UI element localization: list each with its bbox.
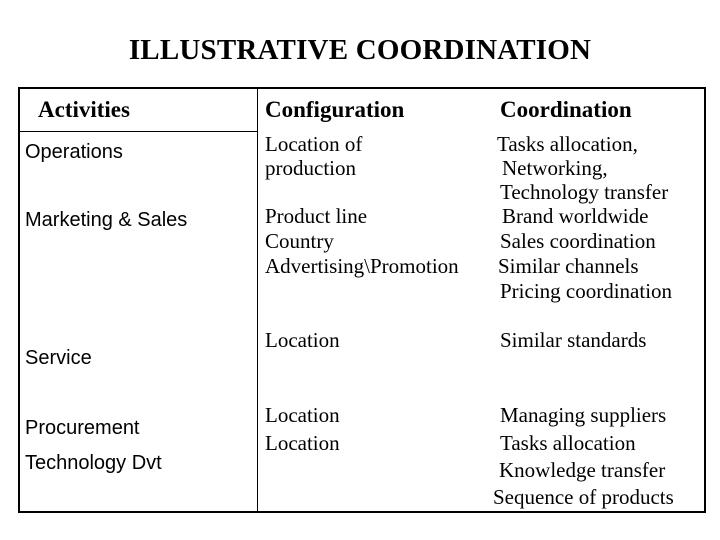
coordination-line: Pricing coordination — [500, 279, 673, 303]
header-divider — [18, 131, 258, 132]
coordination-line: Knowledge transfer — [499, 458, 666, 482]
coordination-line: Managing suppliers — [500, 403, 667, 427]
configuration-line: Location of — [265, 132, 363, 156]
activity-service: Service — [25, 347, 92, 369]
activity-operations: Operations — [25, 141, 123, 163]
header-configuration: Configuration — [265, 97, 405, 122]
configuration-line: Advertising\Promotion — [265, 254, 459, 278]
coordination-line: Tasks allocation — [500, 431, 636, 455]
configuration-line: Location — [265, 431, 340, 455]
header-coordination: Coordination — [500, 97, 632, 122]
coordination-line: Technology transfer — [500, 180, 669, 204]
coordination-line: Similar channels — [498, 254, 639, 278]
configuration-line: Product line — [265, 204, 368, 228]
coordination-line: Sequence of products — [493, 485, 674, 509]
coordination-line: Brand worldwide — [502, 204, 649, 228]
configuration-line: production — [265, 156, 356, 180]
coordination-line: Similar standards — [500, 328, 647, 352]
activity-technology-dvt: Technology Dvt — [25, 452, 162, 474]
configuration-line: Location — [265, 403, 340, 427]
activity-procurement: Procurement — [25, 417, 140, 439]
header-activities: Activities — [38, 97, 130, 122]
column-divider — [257, 87, 258, 513]
page-title: ILLUSTRATIVE COORDINATION — [128, 34, 592, 66]
coordination-line: Networking, — [502, 156, 608, 180]
coordination-line: Sales coordination — [500, 229, 656, 253]
configuration-line: Country — [265, 229, 334, 253]
coordination-line: Tasks allocation, — [497, 132, 638, 156]
activity-marketing-sales: Marketing & Sales — [25, 209, 188, 231]
configuration-line: Location — [265, 328, 340, 352]
